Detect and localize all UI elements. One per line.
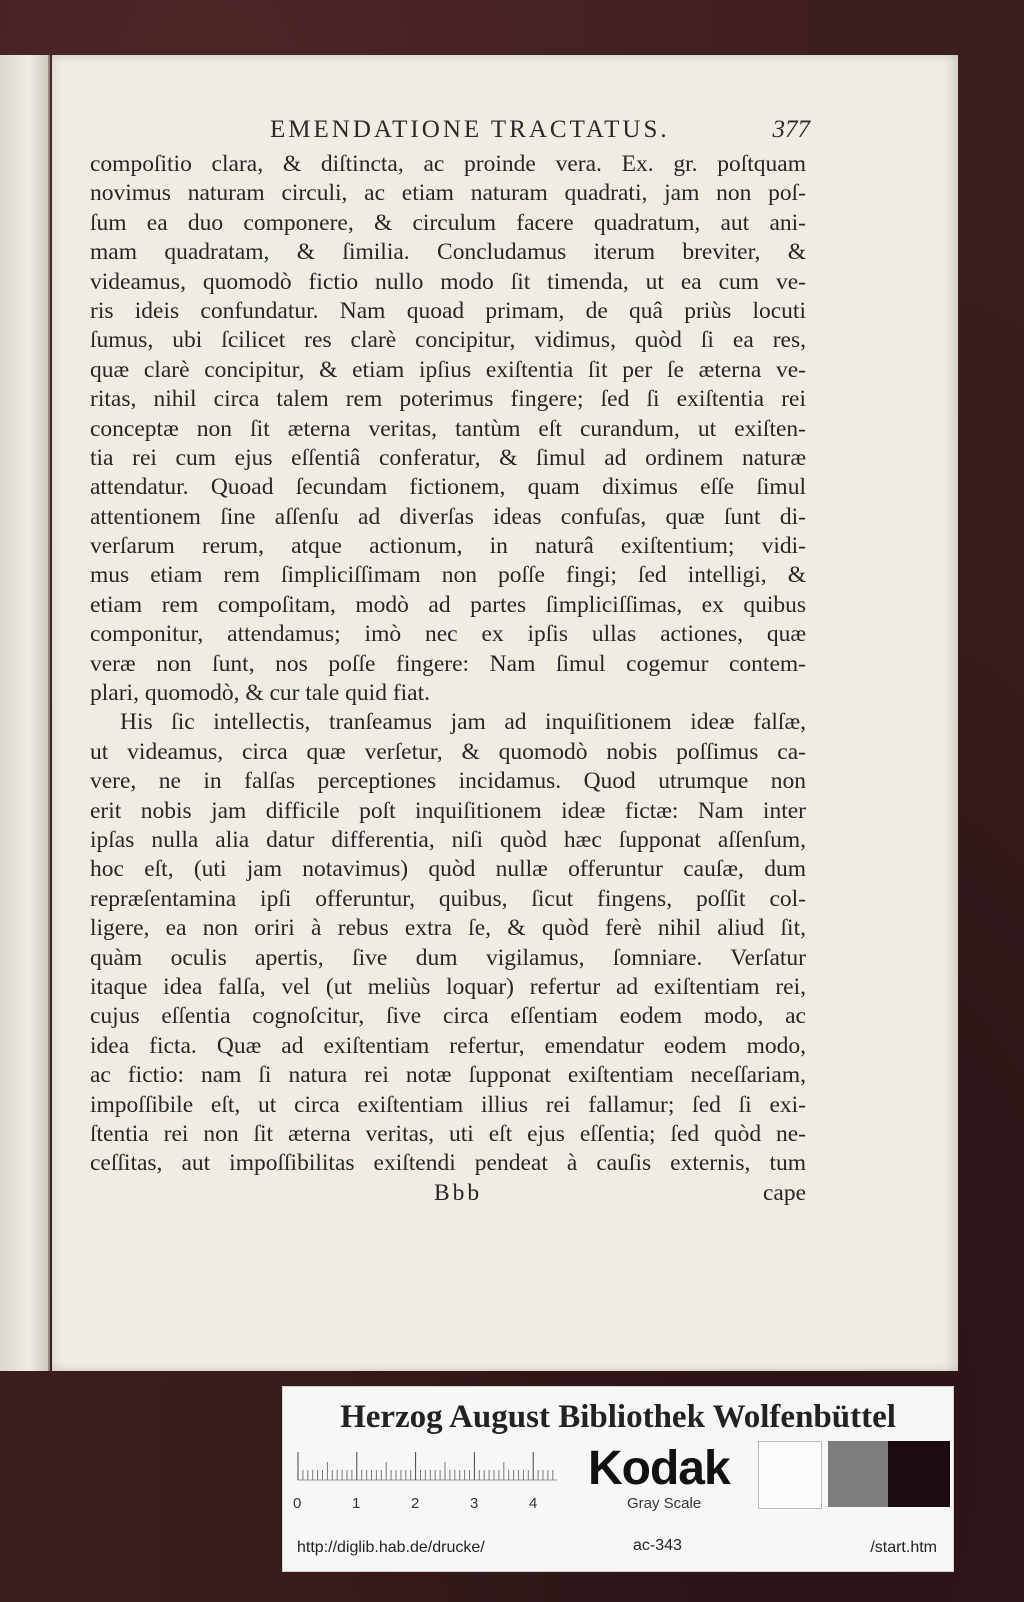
text-line: ligere, ea non oriri à rebus extra ſe, & quòd ferè nihil aliud ſit, [90, 915, 806, 942]
text-line: ſumus, ubi ſcilicet res clarè concipitur, vidimus, quòd ſi ea res, [90, 327, 806, 354]
running-head [270, 116, 810, 150]
text-line: cujus eſſentia cognoſcitur, ſive circa eſſentiam eodem modo, ac [90, 1003, 806, 1030]
kodak-logo: Kodak [588, 1442, 730, 1495]
paragraph-start-line: His ſic intellectis, tranſeamus jam ad inquiſitionem ideæ falſæ, [120, 709, 806, 736]
text-line: conceptæ non ſit æterna veritas, tantùm eſt curandum, ut exiſten- [90, 415, 806, 442]
text-line: mam quadratam, & ſimilia. Concludamus iterum breviter, & [90, 239, 806, 266]
page-number: 377 [772, 116, 810, 143]
text-line: quàm oculis apertis, ſive dum vigilamus, ſomniare. Verſatur [90, 944, 806, 971]
gray-swatch [828, 1441, 888, 1507]
text-line: erit nobis jam difficile poſt inquiſitionem ideæ fictæ: Nam inter [90, 797, 806, 824]
text-line: attentionem ſine aſſenſu ad diverſas ideas confuſas, quæ ſunt di- [90, 503, 806, 530]
body-text [90, 150, 806, 1179]
text-line: ipſas nulla alia datur differentia, niſi quòd hæc ſupponat aſſenſum, [90, 826, 806, 853]
text-line: attendatur. Quoad ſecundam fictionem, quam diximus eſſe ſimul [90, 474, 806, 501]
text-line: vere, ne in falſas perceptiones incidamus. Quod utrumque non [90, 768, 806, 795]
ruler-scale [297, 1450, 559, 1494]
text-line: plari, quomodò, & cur tale quid fiat. [90, 680, 431, 707]
text-line: quæ clarè concipitur, & etiam ipſius exiſtentia ſit per ſe æterna ve- [90, 356, 806, 383]
signature-mark: Bbb [434, 1180, 483, 1206]
running-head-title: EMENDATIONE TRACTATUS. [270, 116, 670, 143]
ruler-number: 2 [411, 1495, 420, 1512]
url-suffix: /start.htm [870, 1539, 937, 1556]
text-line: mus etiam rem ſimpliciſſimam non poſſe fingi; ſed intelligi, & [90, 562, 806, 589]
text-line: verſarum rerum, atque actionum, in naturâ exiſtentium; vidi- [90, 533, 806, 560]
text-line: compoſitio clara, & diſtincta, ac proinde vera. Ex. gr. poſtquam [90, 151, 806, 177]
ruler-number: 0 [293, 1495, 302, 1512]
text-line: idea ficta. Quæ ad exiſtentiam refertur, emendatur eodem modo, [90, 1032, 806, 1059]
text-line: videamus, quomodò fictio nullo modo ſit timenda, ut ea cum ve- [90, 268, 806, 295]
text-line: ris ideis confundatur. Nam quoad primam, de quâ priùs locuti [90, 297, 806, 324]
library-name: Herzog August Bibliothek Wolfenbüttel [340, 1399, 896, 1435]
white-swatch [758, 1441, 822, 1509]
page-footer [90, 1180, 806, 1210]
ruler-numbers [293, 1495, 559, 1517]
text-line: hoc eſt, (uti jam notavimus) quòd nullæ offeruntur cauſæ, dum [90, 856, 806, 883]
text-line: ſum ea duo componere, & circulum facere quadratum, aut ani- [90, 209, 806, 236]
ruler-number: 1 [352, 1495, 361, 1512]
black-swatch [888, 1441, 950, 1507]
text-line: ac fictio: nam ſi natura rei notæ ſupponat exiſtentiam neceſſariam, [90, 1062, 806, 1089]
url-base: http://diglib.hab.de/drucke/ [297, 1539, 485, 1556]
text-line: itaque idea falſa, vel (ut meliùs loquar) refertur ad exiſtentiam rei, [90, 973, 806, 1000]
text-line: novimus naturam circuli, ac etiam naturam quadrati, jam non poſ- [90, 180, 806, 207]
previous-page-edge [0, 55, 50, 1371]
text-line: ceſſitas, aut impoſſibilitas exiſtendi pendeat à cauſis externis, tum [90, 1150, 806, 1177]
text-line: tia rei cum ejus eſſentiâ conferatur, & ſimul ad ordinem naturæ [90, 444, 806, 471]
text-line: ſtentia rei non ſit æterna veritas, uti eſt ejus eſſentia; ſed quòd ne- [90, 1120, 806, 1147]
text-line: impoſſibile eſt, ut circa exiſtentiam illius rei fallamur; ſed ſi exi- [90, 1091, 806, 1118]
text-line: ritas, nihil circa talem rem poterimus fingere; ſed ſi exiſtentia rei [90, 386, 806, 413]
text-line: veræ non ſunt, nos poſſe fingere: Nam ſimul cogemur contem- [90, 650, 806, 677]
ruler-number: 4 [529, 1495, 538, 1512]
text-line: repræſentamina ipſi offeruntur, quibus, ſicut fingens, poſſit col- [90, 885, 806, 912]
gray-scale-label: Gray Scale [627, 1495, 702, 1512]
scan-target-card [282, 1386, 954, 1572]
shelfmark-code: ac-343 [633, 1537, 682, 1554]
catchword: cape [762, 1180, 806, 1206]
ruler-number: 3 [470, 1495, 479, 1512]
text-line: ut videamus, circa quæ verſetur, & quomodò nobis poſſimus ca- [90, 738, 806, 765]
text-line: etiam rem compoſitam, modò ad partes ſimpliciſſimas, ex quibus [90, 591, 806, 618]
text-line: componitur, attendamus; imò nec ex ipſis ullas actiones, quæ [90, 621, 806, 648]
